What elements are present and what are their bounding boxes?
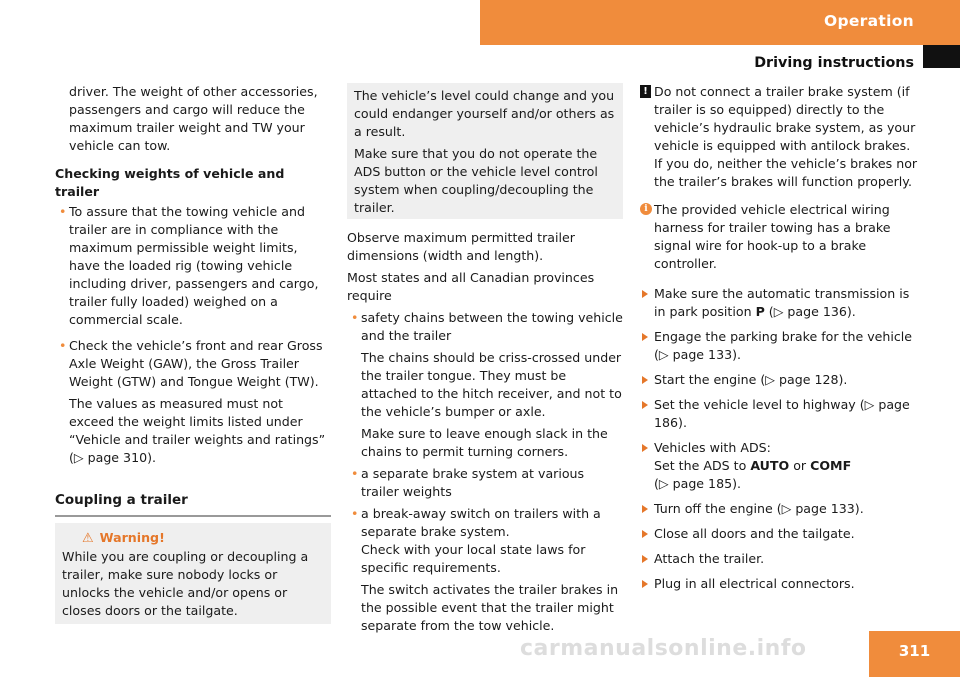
- instruction-step: Close all doors and the tailgate.: [640, 525, 918, 543]
- list-item-note: The values as measured must not exceed the weight limits listed under “Vehicle and trailer weights and ratings” (▷ page 310).: [69, 396, 326, 465]
- coupling-section-heading: Coupling a trailer: [55, 491, 331, 517]
- list-item: • safety chains between the towing vehicle and the trailer: [347, 309, 623, 345]
- exclamation-icon: !: [640, 85, 651, 98]
- page-number: 311: [869, 631, 960, 677]
- list-item-note: Make sure to leave enough slack in the chains to permit turning corners.: [361, 426, 608, 459]
- instruction-step: Engage the parking brake for the vehicle (▷ page 133).: [640, 328, 918, 364]
- column-left: [55, 83, 331, 624]
- instruction-step: Set the vehicle level to highway (▷ page 186).: [640, 396, 918, 432]
- intro-paragraph: driver. The weight of other accessories, passengers and cargo will reduce the maximum trailer weight and TW your vehicle can tow.: [69, 84, 318, 153]
- list-item: • a break-away switch on trailers with a separate brake system.: [347, 505, 623, 541]
- caution-text: Do not connect a trailer brake system (if trailer is so equipped) directly to the vehicle’s hydraulic brake system, as your vehicle is equipped with antilock brakes. If you do, neither the vehicle’s brakes nor the trailer’s brakes will function properly.: [654, 84, 918, 189]
- park-position-label: P: [755, 304, 765, 319]
- step-text: Make sure the automatic transmission is in park position: [654, 286, 910, 319]
- ads-auto-label: AUTO: [750, 458, 790, 473]
- list-item: • a separate brake system at various trailer weights: [347, 465, 623, 501]
- ads-comf-label: COMF: [810, 458, 852, 473]
- step-reference: (▷ page 185).: [654, 476, 742, 491]
- body-paragraph: Observe maximum permitted trailer dimensions (width and length).: [347, 230, 575, 263]
- caution-note: [640, 83, 918, 191]
- info-text: The provided vehicle electrical wiring harness for trailer towing has a brake signal wire for hook-up to a brake controller.: [654, 202, 891, 271]
- warning-triangle-icon: ⚠: [82, 531, 94, 546]
- warning-box: [55, 523, 331, 624]
- info-icon: i: [640, 203, 652, 215]
- body-paragraph: Most states and all Canadian provinces require: [347, 270, 595, 303]
- step-reference: (▷ page 136).: [764, 304, 856, 319]
- instruction-step: Attach the trailer.: [640, 550, 918, 568]
- list-item-note: The chains should be criss-crossed under the trailer tongue. They must be attached to the hitch receiver, and not to the vehicle’s bumper or axle.: [361, 350, 622, 419]
- info-note: [640, 201, 918, 273]
- header-marker-block: [923, 45, 960, 68]
- warning-paragraph: The vehicle’s level could change and you could endanger yourself and/or others as a result.: [354, 88, 615, 139]
- list-item-continuation: Check with your local state laws for specific requirements.: [361, 542, 586, 575]
- warning-paragraph: Make sure that you do not operate the ADS button or the vehicle level control system when coupling/decoupling the trailer.: [354, 146, 598, 215]
- list-item: • Check the vehicle’s front and rear Gross Axle Weight (GAW), the Gross Trailer Weight (GTW) and Tongue Weight (TW).: [55, 337, 331, 391]
- column-middle: [347, 83, 623, 635]
- step-text: [654, 457, 918, 475]
- step-text-part: or: [789, 458, 811, 473]
- warning-box-continued: [347, 83, 623, 219]
- section-title: Driving instructions: [754, 55, 914, 71]
- list-item: • To assure that the towing vehicle and trailer are in compliance with the maximum permissible weight limits, have the loaded rig (towing vehicle including driver, passengers and cargo, trailer fully loaded) weighed on a commercial scale.: [55, 203, 331, 329]
- warning-text: While you are coupling or decoupling a trailer, make sure nobody locks or unlocks the vehicle and/or opens or closes doors or the tailgate.: [62, 549, 309, 618]
- checking-weights-heading: Checking weights of vehicle and trailer: [55, 166, 285, 199]
- step-text-part: Set the ADS to: [654, 458, 751, 473]
- instruction-step: Start the engine (▷ page 128).: [640, 371, 918, 389]
- warning-title: Warning!: [99, 530, 165, 545]
- step-text: Vehicles with ADS:: [654, 440, 771, 455]
- instruction-step: Plug in all electrical connectors.: [640, 575, 918, 593]
- chapter-title: Operation: [824, 12, 914, 30]
- instruction-step: Turn off the engine (▷ page 133).: [640, 500, 918, 518]
- instruction-step: [640, 285, 918, 321]
- watermark: carmanualsonline.info: [520, 636, 807, 661]
- instruction-step: [640, 439, 918, 493]
- column-right: [640, 83, 918, 593]
- warning-header: [62, 529, 324, 548]
- list-item-note: The switch activates the trailer brakes in the possible event that the trailer might separate from the tow vehicle.: [361, 582, 619, 633]
